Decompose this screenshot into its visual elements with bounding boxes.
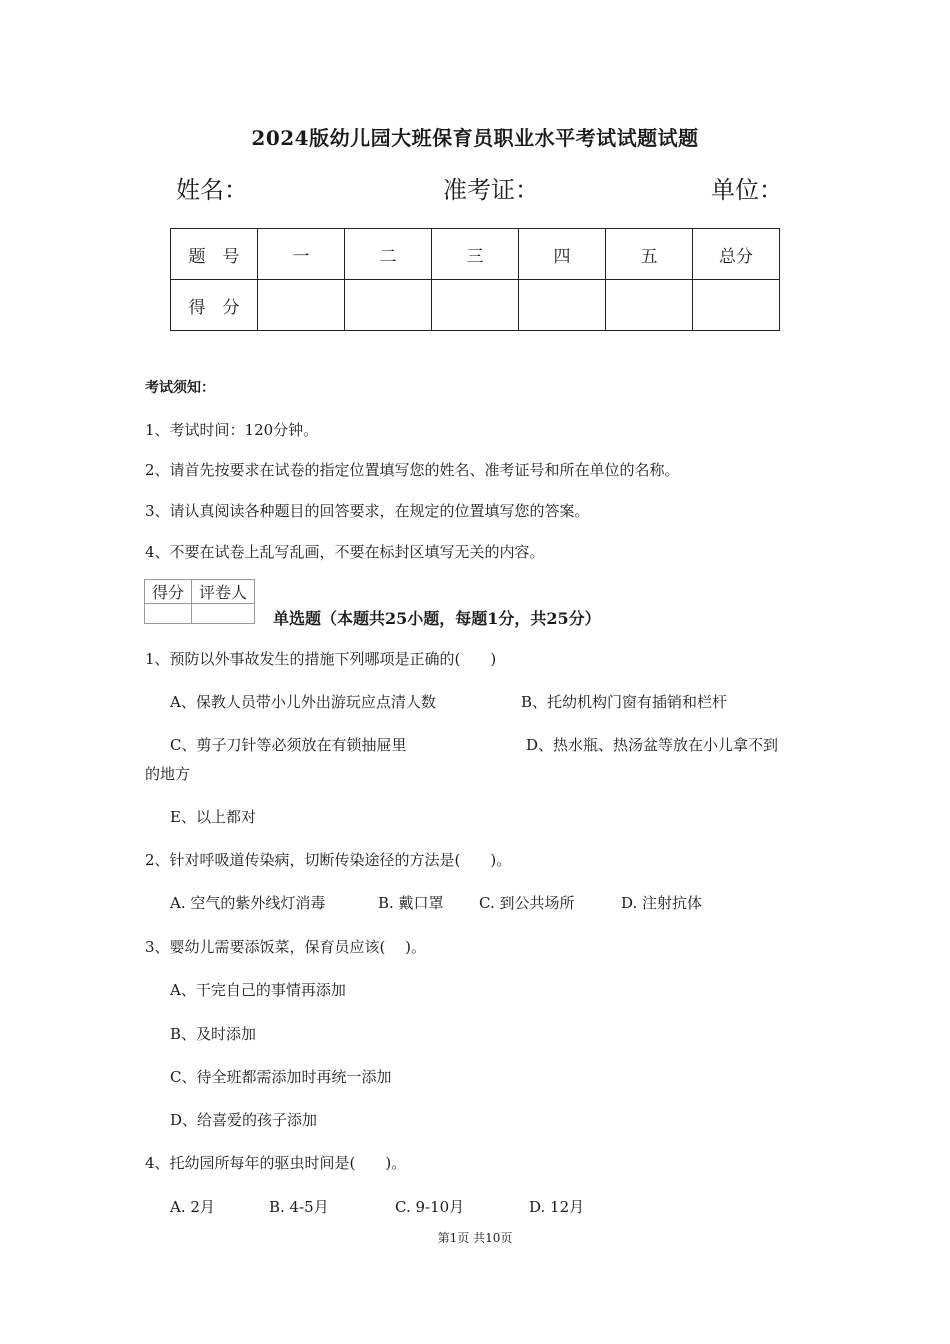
grader-score-label: 得分 [145, 580, 192, 604]
score-header-cell: 四 [519, 229, 606, 280]
question-stem: 1、预防以外事故发生的措施下列哪项是正确的( ) [145, 650, 497, 668]
question-option: D. 注射抗体 [621, 894, 703, 912]
name-field-label: 姓名： [176, 176, 248, 204]
notice-heading: 考试须知： [145, 380, 215, 396]
grader-box [144, 579, 255, 624]
score-header-cell: 题 号 [171, 229, 258, 280]
question-option: D、给喜爱的孩子添加 [170, 1111, 318, 1129]
grader-name-label: 评卷人 [192, 580, 255, 604]
document-title: 2024版幼儿园大班保育员职业水平考试试题试题 [251, 126, 699, 150]
question-option: A、保教人员带小儿外出游玩应点清人数 [170, 693, 436, 711]
question-option: E、以上都对 [170, 808, 256, 826]
score-header-cell: 五 [606, 229, 693, 280]
question-option-continuation: 的地方 [145, 765, 191, 783]
unit-field-label: 单位： [711, 176, 783, 204]
question-option: C、待全班都需添加时再统一添加 [170, 1068, 392, 1086]
question-option: B. 4-5月 [269, 1198, 329, 1216]
notice-item: 2、请首先按要求在试卷的指定位置填写您的姓名、准考证号和所在单位的名称。 [145, 461, 680, 479]
score-header-cell: 一 [258, 229, 345, 280]
score-cell [258, 280, 345, 331]
score-table [170, 228, 780, 331]
score-cell [693, 280, 780, 331]
question-option: C. 9-10月 [395, 1198, 465, 1216]
question-option: B. 戴口罩 [378, 894, 444, 912]
score-cell [519, 280, 606, 331]
question-option: A. 2月 [170, 1198, 215, 1216]
score-table-header-row [171, 229, 780, 280]
question-option: A、干完自己的事情再添加 [170, 981, 346, 999]
question-stem: 3、婴幼儿需要添饭菜，保育员应该( )。 [145, 938, 427, 956]
notice-item: 1、考试时间：120分钟。 [145, 421, 319, 439]
score-row-label: 得 分 [171, 280, 258, 331]
page-footer: 第1页 共10页 [437, 1231, 513, 1245]
score-header-cell: 二 [345, 229, 432, 280]
question-option: B、及时添加 [170, 1025, 257, 1043]
question-option: A. 空气的紫外线灯消毒 [170, 894, 326, 912]
score-cell [606, 280, 693, 331]
question-stem: 2、针对呼吸道传染病，切断传染途径的方法是( )。 [145, 851, 512, 869]
score-header-cell: 三 [432, 229, 519, 280]
grader-score-cell [145, 604, 192, 624]
question-option: B、托幼机构门窗有插销和栏杆 [521, 693, 728, 711]
question-stem: 4、托幼园所每年的驱虫时间是( )。 [145, 1154, 407, 1172]
notice-item: 4、不要在试卷上乱写乱画，不要在标封区填写无关的内容。 [145, 543, 545, 561]
exam-id-field-label: 准考证： [443, 176, 539, 204]
question-option: D、热水瓶、热汤盆等放在小儿拿不到 [526, 736, 779, 754]
grader-name-cell [192, 604, 255, 624]
notice-item: 3、请认真阅读各种题目的回答要求，在规定的位置填写您的答案。 [145, 502, 590, 520]
score-cell [432, 280, 519, 331]
question-option: D. 12月 [529, 1198, 585, 1216]
section-heading: 单选题（本题共25小题，每题1分，共25分） [273, 609, 601, 628]
score-header-cell: 总分 [693, 229, 780, 280]
question-option: C. 到公共场所 [479, 894, 575, 912]
question-option: C、剪子刀针等必须放在有锁抽屉里 [170, 736, 407, 754]
score-table-score-row [171, 280, 780, 331]
score-cell [345, 280, 432, 331]
